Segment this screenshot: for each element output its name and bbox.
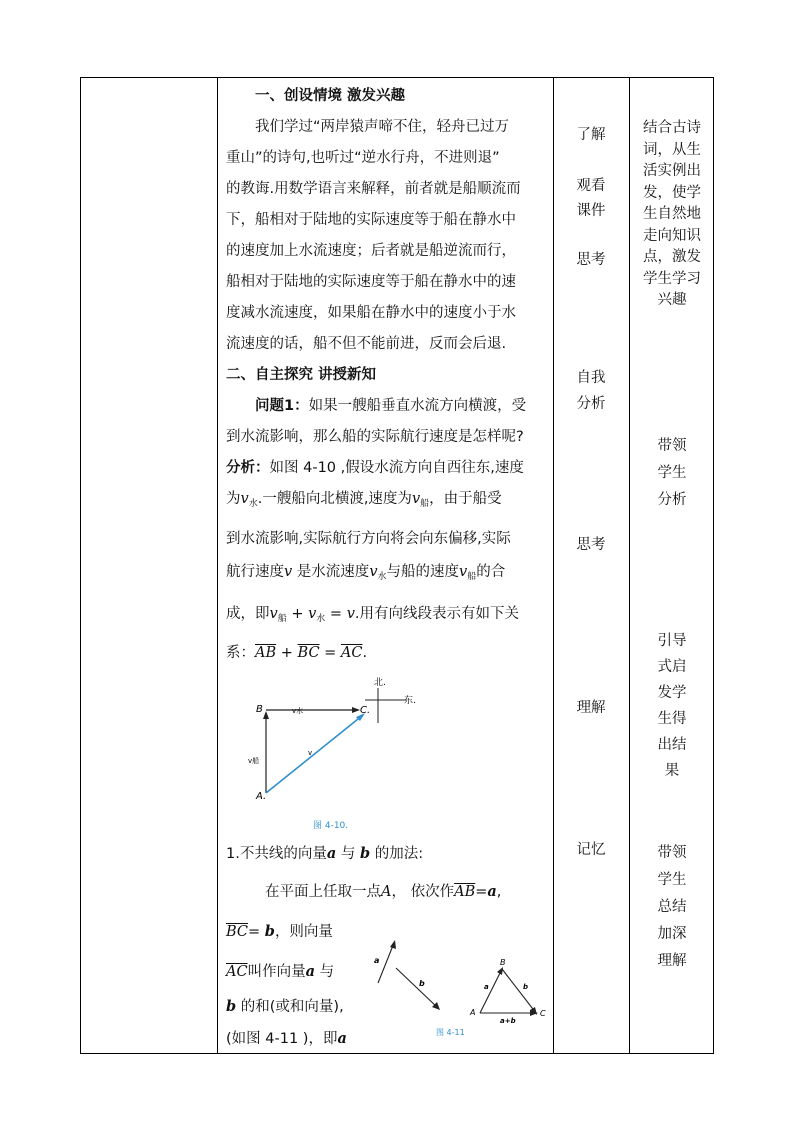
label-point-b: B bbox=[500, 958, 506, 967]
a-symbol: a bbox=[326, 845, 337, 862]
equals: = bbox=[475, 884, 488, 900]
analysis-line-3: 到水流影响,实际航行方向将会向东偏移,实际 bbox=[226, 531, 511, 547]
figure-4-11 bbox=[368, 923, 553, 1038]
label-sum: a+b bbox=[500, 1017, 516, 1025]
para-line: 船相对于陆地的实际速度等于船在静水中的速 bbox=[226, 274, 516, 290]
section2-heading: 二、自主探究 讲授新知 bbox=[226, 367, 377, 383]
plus: + bbox=[276, 645, 298, 661]
figure-caption: 图 4-11 bbox=[436, 1028, 465, 1037]
text: 与船的速度 bbox=[386, 564, 460, 580]
label-north: 北. bbox=[374, 678, 386, 688]
a-symbol: a bbox=[305, 963, 315, 980]
vector-ab: $\overline{AB}$ bbox=[454, 884, 476, 900]
question1-text: 如果一艘船垂直水流方向横渡，受 bbox=[308, 398, 527, 414]
vector-b-free bbox=[396, 968, 438, 1008]
activity-label: 思考 bbox=[576, 537, 606, 553]
point-a: A bbox=[381, 884, 392, 900]
vector-ac: $\overline{AC}$ bbox=[226, 964, 248, 980]
label-v: v bbox=[308, 749, 313, 757]
purpose-line: 带领 bbox=[657, 845, 687, 861]
label-c: C. bbox=[360, 705, 371, 716]
analysis-line-2 bbox=[226, 484, 546, 520]
triangle-ab bbox=[480, 969, 502, 1013]
purpose-line: 点，激发 bbox=[643, 249, 701, 265]
v-symbol: v bbox=[308, 606, 317, 622]
activity-label: 自我 bbox=[576, 370, 606, 386]
activity-label: 分析 bbox=[576, 396, 606, 412]
purpose-block-1 bbox=[632, 118, 712, 312]
vector-bc: $\overline{BC}$ bbox=[226, 924, 249, 940]
label-v-water: v水 bbox=[292, 707, 304, 715]
purpose-line: 结合古诗 bbox=[643, 120, 701, 136]
section3-title bbox=[226, 838, 546, 870]
equals: = bbox=[248, 924, 265, 940]
text: . bbox=[362, 645, 368, 661]
figure-caption: 图 4-10. bbox=[313, 821, 349, 831]
purpose-line: 带领 bbox=[657, 438, 687, 454]
equals: = bbox=[325, 606, 347, 622]
question1-line bbox=[255, 391, 550, 422]
purpose-column bbox=[629, 78, 715, 1053]
vector-bc: $\overline{BC}$ bbox=[297, 645, 320, 661]
activity-label: 课件 bbox=[576, 203, 606, 219]
label-east: 东. bbox=[404, 696, 416, 706]
equals: = bbox=[319, 645, 341, 661]
section3-line-4 bbox=[226, 956, 376, 988]
arrowhead bbox=[390, 940, 396, 949]
section1-heading: 一、创设情境 激发兴趣 bbox=[255, 88, 406, 104]
para-line: 下，船相对于陆地的实际速度等于船在静水中 bbox=[226, 212, 516, 228]
purpose-block-2 bbox=[632, 433, 712, 514]
text: .一艘船向北横渡,速度为 bbox=[257, 491, 412, 507]
b-symbol: b bbox=[264, 923, 275, 940]
triangle-bc bbox=[502, 969, 536, 1013]
section3-line-5 bbox=[226, 991, 376, 1023]
text: ， 依次作 bbox=[391, 884, 455, 900]
text: 的和(或和向量), bbox=[240, 999, 344, 1015]
purpose-block-3 bbox=[632, 628, 712, 784]
subscript: 船 bbox=[277, 614, 287, 624]
plus: + bbox=[286, 606, 309, 622]
section3-line-6 bbox=[226, 1023, 376, 1055]
figure-4-10 bbox=[228, 673, 448, 833]
subscript: 船 bbox=[467, 572, 477, 582]
text: , bbox=[496, 884, 502, 900]
text: 与 bbox=[319, 964, 335, 980]
para-line: 重山”的诗句,也听过“逆水行舟，不进则退” bbox=[226, 150, 500, 166]
subscript: 船 bbox=[420, 499, 430, 509]
purpose-line: 词，从生 bbox=[643, 141, 701, 158]
text: 是水流速度 bbox=[296, 564, 370, 580]
purpose-line: 发，使学 bbox=[643, 184, 701, 201]
v-symbol: v bbox=[459, 564, 468, 580]
activity-label: 思考 bbox=[576, 252, 606, 268]
a-symbol: a bbox=[487, 883, 497, 900]
section3-line-2 bbox=[265, 876, 555, 908]
label-tri-a: a bbox=[484, 983, 489, 991]
text: 的加法: bbox=[374, 846, 424, 862]
purpose-line: 式启 bbox=[657, 659, 687, 675]
text: 系： bbox=[226, 645, 255, 661]
label-tri-b: b bbox=[523, 983, 529, 991]
analysis-label: 分析： bbox=[226, 460, 270, 476]
text: 在平面上任取一点 bbox=[265, 884, 381, 900]
v-symbol: v bbox=[346, 606, 355, 622]
activity-label: 记忆 bbox=[576, 842, 606, 858]
vector-a-free bbox=[378, 943, 394, 983]
subscript: 水 bbox=[377, 572, 387, 582]
content-column bbox=[218, 78, 553, 1053]
label-b-free: b bbox=[419, 979, 425, 988]
purpose-line: 学生 bbox=[657, 872, 687, 888]
question1-label: 问题1： bbox=[255, 398, 309, 414]
purpose-line: 学生学习 bbox=[643, 270, 701, 287]
lesson-table bbox=[80, 77, 714, 1054]
v-symbol: v bbox=[269, 606, 278, 622]
purpose-line: 生得 bbox=[657, 711, 687, 727]
question1-text-cont: 到水流影响，那么船的实际航行速度是怎样呢? bbox=[226, 429, 524, 445]
analysis-line-5 bbox=[226, 599, 546, 635]
purpose-line: 加深 bbox=[657, 926, 687, 942]
purpose-line: 发学 bbox=[657, 685, 687, 701]
text: (如图 4-11 )，即 bbox=[226, 1031, 338, 1047]
purpose-line: 出结 bbox=[657, 737, 687, 753]
v-symbol: v bbox=[284, 564, 293, 580]
para-line: 的速度加上水流速度；后者就是船逆流而行， bbox=[226, 243, 516, 259]
label-a: A. bbox=[256, 791, 267, 802]
arrowhead bbox=[263, 711, 269, 719]
activity-column bbox=[553, 78, 629, 1053]
text: 叫作向量 bbox=[247, 964, 306, 980]
vector-ab: $\overline{AB}$ bbox=[255, 645, 277, 661]
purpose-line: 引导 bbox=[657, 633, 687, 649]
v-symbol: v bbox=[240, 491, 249, 507]
activity-label: 了解 bbox=[576, 127, 606, 143]
text: 航行速度 bbox=[226, 564, 284, 580]
purpose-line: 总结 bbox=[657, 899, 687, 915]
label-a-free: a bbox=[374, 956, 380, 965]
para-line: 度减水流速度，如果船在静水中的速度小于水 bbox=[226, 305, 516, 321]
purpose-line: 活实例出 bbox=[643, 163, 701, 179]
label-b: B bbox=[256, 704, 263, 715]
label-v-boat: v船 bbox=[248, 757, 260, 765]
vector-result-line bbox=[266, 715, 363, 793]
text: 成，即 bbox=[226, 606, 270, 622]
text: ，由于船受 bbox=[429, 491, 502, 507]
subscript: 水 bbox=[316, 614, 326, 624]
text: 与 bbox=[340, 846, 356, 862]
purpose-line: 果 bbox=[664, 763, 680, 779]
purpose-block-4 bbox=[632, 840, 712, 975]
purpose-line: 走向知识 bbox=[643, 227, 701, 244]
text: .用有向线段表示有如下关 bbox=[354, 606, 519, 622]
text: 1.不共线的向量 bbox=[226, 846, 327, 862]
a-symbol: a bbox=[337, 1030, 347, 1047]
arrowhead bbox=[497, 967, 503, 975]
subscript: 水 bbox=[248, 499, 258, 509]
para-line: 我们学过“两岸猿声啼不住，轻舟已过万 bbox=[255, 119, 510, 135]
activity-label: 理解 bbox=[576, 700, 606, 716]
para-line: 流速度的话，船不但不能前进，反而会后退. bbox=[226, 336, 507, 352]
section1-paragraph bbox=[226, 112, 548, 360]
purpose-line: 兴趣 bbox=[657, 292, 687, 308]
purpose-line: 学生 bbox=[657, 465, 687, 481]
v-symbol: v bbox=[369, 564, 378, 580]
purpose-line: 分析 bbox=[657, 492, 687, 508]
text: 为 bbox=[226, 491, 241, 507]
label-point-c: C bbox=[540, 1009, 546, 1018]
activity-label: 观看 bbox=[576, 178, 606, 194]
b-symbol: b bbox=[226, 998, 237, 1015]
purpose-line: 生自然地 bbox=[643, 206, 701, 222]
b-symbol: b bbox=[359, 845, 371, 862]
analysis-text: 如图 4-10 ,假设水流方向自西往东,速度 bbox=[269, 460, 524, 476]
text: ，则向量 bbox=[274, 924, 333, 940]
analysis-line bbox=[226, 453, 546, 484]
arrowhead bbox=[352, 707, 360, 713]
purpose-line: 理解 bbox=[657, 953, 687, 969]
label-point-a: A bbox=[470, 1008, 476, 1017]
text: 的合 bbox=[476, 564, 506, 580]
vector-equation bbox=[226, 638, 546, 669]
v-symbol: v bbox=[411, 491, 421, 507]
section3-line-3 bbox=[226, 916, 376, 948]
para-line: 的教诲.用数学语言来解释，前者就是船顺流而 bbox=[226, 181, 521, 197]
vector-ac: $\overline{AC}$ bbox=[340, 645, 363, 661]
analysis-line-4 bbox=[226, 557, 546, 593]
